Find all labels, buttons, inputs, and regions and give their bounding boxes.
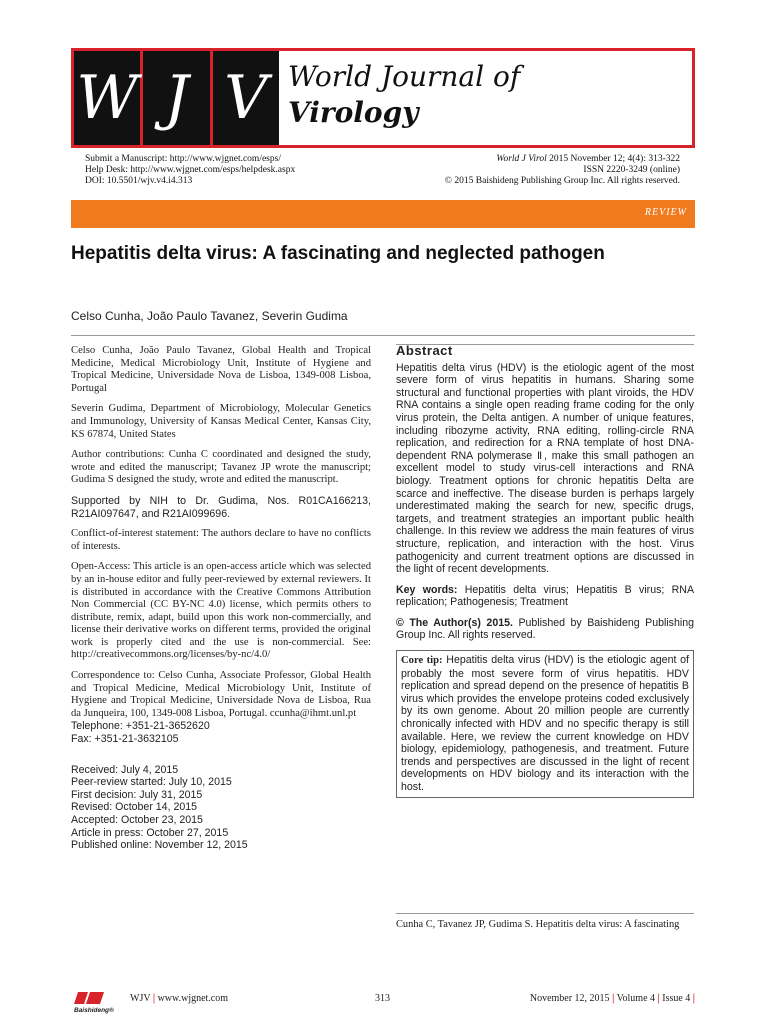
footer-journal: [130, 993, 228, 1004]
date-revised: Revised: October 14, 2015: [71, 801, 198, 814]
publisher-logo-mark: [74, 992, 88, 1004]
footer-separator: |: [612, 993, 615, 1004]
issue-info: 2015 November 12; 4(4): 313-322: [546, 154, 680, 164]
helpdesk-link[interactable]: Help Desk: http://www.wjgnet.com/esps/helpdesk.aspx: [85, 165, 296, 175]
right-column: [396, 345, 694, 798]
footer-journal-abbr: WJV: [130, 993, 151, 1004]
date-received: Received: July 4, 2015: [71, 763, 179, 776]
affiliation-1: Celso Cunha, João Paulo Tavanez, Global Health and Tropical Medicine, Medical Microbiology Unit, Institute of Hygiene and Tropical Medicine, Universidade Nova de Lisboa, 1349-008 Lisboa, Portugal: [71, 345, 371, 394]
journal-name-line2: Virology: [288, 96, 419, 129]
manuscript-meta: [85, 154, 295, 187]
core-tip-text: Hepatitis delta virus (HDV) is the etiologic agent of probably the most severe form of virus hepatitis. HDV replication and spread depend on the presence of hepatitis B virus which provides the envelope proteins coded exclusively by its own genome. About 20 million people are currently chronically infected with HDV and no specific therapy is still available. Here, we review the current knowledge on HDV biology, epidemiology, pathogenesis, and treatment. Future trends and perspectives are discussed in the light of recent developments on HDV biology and its interaction with the host.: [401, 654, 689, 793]
article-dates: [71, 764, 371, 852]
doi-text: DOI: 10.5501/wjv.v4.i4.313: [85, 176, 193, 186]
core-tip-box: [396, 650, 694, 798]
article-authors: Celso Cunha, João Paulo Tavanez, Severin Gudima: [71, 309, 348, 323]
keywords-label: Key words:: [396, 583, 458, 596]
author-contributions: Author contributions: Cunha C coordinated and designed the study, wrote and edited the manuscript; Tavanez JP wrote the manuscript; Gudima S designed the study, wrote and edited the manuscript.: [71, 449, 371, 486]
publisher-logo: [74, 988, 118, 1014]
footer-date: November 12, 2015: [529, 993, 610, 1004]
date-published: Published online: November 12, 2015: [71, 839, 248, 852]
copyright-rest: Published by Baishideng Publishing Group Inc. All rights reserved.: [396, 616, 695, 642]
left-column: [71, 345, 371, 852]
journal-name-line1: World Journal of: [288, 60, 521, 93]
journal-meta: [445, 154, 680, 187]
date-peer-review: Peer-review started: July 10, 2015: [71, 776, 232, 789]
citation: Cunha C, Tavanez JP, Gudima S. Hepatitis delta virus: A fascinating: [396, 919, 680, 930]
date-in-press: Article in press: October 27, 2015: [71, 826, 229, 839]
section-bar: [71, 200, 695, 228]
open-access-statement: Open-Access: This article is an open-access article which was selected by an in-house editor and fully peer-reviewed by external reviewers. It is distributed in accordance with the Creative Commons Attribution Non Commercial (CC BY-NC 4.0) license, which permits others to distribute, remix, adapt, build upon this work non-commercially, and license their derivative works on different terms, provided the original work is properly cited and the use is non-commercial. See: http://creativecommons.org/licenses/by-nc/4.0/: [71, 561, 371, 661]
journal-logo: [74, 51, 279, 145]
logo-letter-v: V: [224, 63, 268, 133]
section-label: REVIEW: [644, 207, 687, 218]
publisher-logo-text: Baishideng®: [74, 1007, 114, 1014]
logo-letter-j: J: [143, 51, 212, 145]
footer-separator: |: [657, 993, 660, 1004]
telephone: Telephone: +351-21-3652620: [71, 720, 210, 733]
citation-line: [445, 154, 680, 165]
submit-link[interactable]: Submit a Manuscript: http://www.wjgnet.com/esps/: [85, 154, 281, 164]
date-accepted: Accepted: October 23, 2015: [71, 814, 203, 826]
copyright-bold: © The Author(s) 2015.: [396, 616, 513, 629]
journal-abbrev: World J Virol: [496, 154, 547, 164]
issn-text: ISSN 2220-3249 (online): [583, 165, 680, 175]
core-tip-label: Core tip:: [401, 655, 443, 667]
publisher-logo-mark-2: [86, 992, 104, 1004]
abstract-text: Hepatitis delta virus (HDV) is the etiologic agent of the most severe form of virus hepatitis in humans. Sharing some structural and functional properties with plant viroids, the HDV RNA contains a single open reading frame coding for the only virus protein, the Delta antigen. A number of unique features, including ribozyme activity, RNA editing, rolling-circle RNA replication, and redirection for a RNA template of host DNA-dependent RNA polymerase Ⅱ, make this small pathogen an excellent model to study virus-cell interactions and RNA biology. Treatment options for chronic hepatitis Delta are scarce and ineffective. The disease burden is perhaps largely underestimated making the search for new, specific drugs, targets, and treatment strategies an important public health challenge. In this review we address the main features of virus structure, replication, and interaction with the host. Virus pathogenicity and current treatment options are discussed in the light of recent developments.: [396, 361, 694, 576]
affiliation-2: Severin Gudima, Department of Microbiology, Molecular Genetics and Immunology, University of Kansas Medical Center, Kansas City, KS 67874, United States: [71, 403, 371, 440]
footer-site-link[interactable]: www.wjgnet.com: [157, 993, 229, 1004]
divider: [71, 335, 695, 336]
footer-issue: Issue 4: [662, 993, 691, 1004]
footer-page-number: 313: [375, 993, 390, 1004]
copyright-text: © 2015 Baishideng Publishing Group Inc. All rights reserved.: [444, 176, 680, 186]
logo-letter-w: W: [74, 51, 143, 145]
copyright-statement: [396, 617, 694, 642]
footer-separator: |: [152, 993, 156, 1004]
footer-issue-info: [530, 993, 695, 1004]
correspondence: Correspondence to: Celso Cunha, Associate Professor, Global Health and Tropical Medicine, Medical Microbiology Unit, Institute of Hygiene and Tropical Medicine, Universidade Nova de Lisboa, Rua da Junqueira, 100, 1349-008 Lisboa, Portugal. ccunha@ihmt.unl.pt: [71, 670, 371, 719]
article-title: Hepatitis delta virus: A fascinating and neglected pathogen: [71, 243, 605, 264]
funding-statement: Supported by NIH to Dr. Gudima, Nos. R01CA166213, R21AI097647, and R21AI099696.: [71, 494, 371, 520]
date-first-decision: First decision: July 31, 2015: [71, 788, 203, 801]
keywords: [396, 584, 694, 609]
footer-volume: Volume 4: [616, 993, 656, 1004]
keywords-text: Hepatitis delta virus; Hepatitis B virus; RNA replication; Pathogenesis; Treatment: [396, 583, 695, 609]
fax: Fax: +351-21-3632105: [71, 733, 179, 746]
footer-separator: |: [692, 993, 695, 1004]
citation-divider: [396, 913, 694, 914]
conflict-statement: Conflict-of-interest statement: The authors declare to have no conflicts of interests.: [71, 528, 371, 552]
abstract-heading: Abstract: [396, 343, 453, 358]
